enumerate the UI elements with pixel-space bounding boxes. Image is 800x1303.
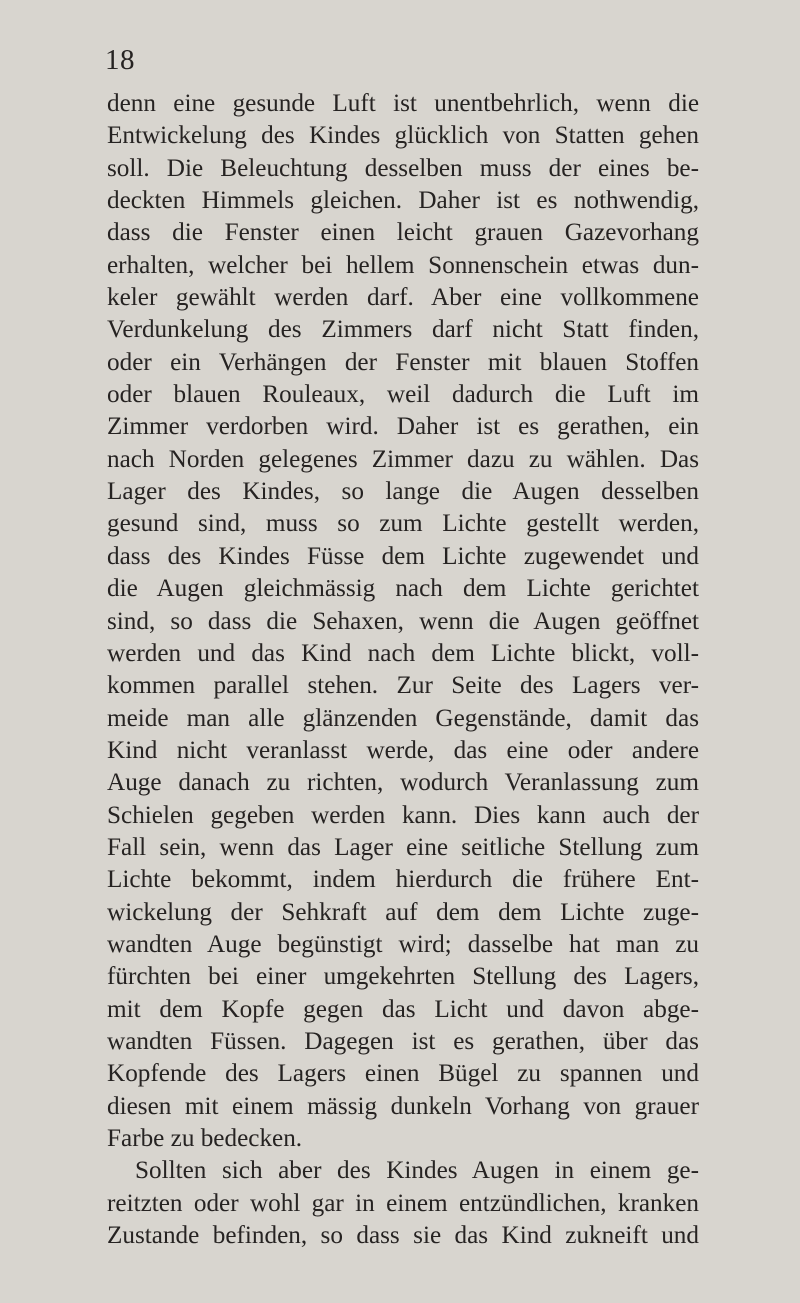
text-line: werden und das Kind nach dem Lichte blickt, voll- bbox=[107, 639, 699, 667]
body-text bbox=[107, 88, 699, 1252]
text-line: Kopfende des Lagers einen Bügel zu spannen und bbox=[107, 1060, 699, 1088]
text-line: Lager des Kindes, so lange die Augen desselben bbox=[107, 478, 699, 506]
text-line: keler gewählt werden darf. Aber eine vollkommene bbox=[107, 284, 699, 312]
text-line: dass die Fenster einen leicht grauen Gazevorhang bbox=[107, 219, 699, 247]
text-line: diesen mit einem mässig dunkeln Vorhang von grauer bbox=[107, 1092, 699, 1120]
text-line: reitzten oder wohl gar in einem entzündlichen, kranken bbox=[107, 1189, 699, 1217]
text-line: fürchten bei einer umgekehrten Stellung des Lagers, bbox=[107, 963, 699, 991]
text-line: oder blauen Rouleaux, weil dadurch die Luft im bbox=[107, 381, 699, 409]
paragraph-first-line: Sollten sich aber des Kindes Augen in einem ge- bbox=[135, 1157, 699, 1185]
text-line: Verdunkelung des Zimmers darf nicht Statt finden, bbox=[107, 316, 699, 344]
text-line: wandten Füssen. Dagegen ist es gerathen, über das bbox=[107, 1027, 699, 1055]
page-number: 18 bbox=[105, 44, 135, 76]
text-line: Zustande befinden, so dass sie das Kind zukneift und bbox=[107, 1222, 699, 1250]
text-line: oder ein Verhängen der Fenster mit blauen Stoffen bbox=[107, 348, 699, 376]
text-line: meide man alle glänzenden Gegenstände, damit das bbox=[107, 704, 699, 732]
text-line: Auge danach zu richten, wodurch Veranlassung zum bbox=[107, 769, 699, 797]
text-line: wickelung der Sehkraft auf dem dem Lichte zuge- bbox=[107, 898, 699, 926]
text-line: dass des Kindes Füsse dem Lichte zugewendet und bbox=[107, 542, 699, 570]
text-line: Fall sein, wenn das Lager eine seitliche Stellung zum bbox=[107, 833, 699, 861]
text-line: kommen parallel stehen. Zur Seite des Lagers ver- bbox=[107, 672, 699, 700]
text-line: wandten Auge begünstigt wird; dasselbe hat man zu bbox=[107, 930, 699, 958]
text-line: Lichte bekommt, indem hierdurch die frühere Ent- bbox=[107, 866, 699, 894]
text-line: deckten Himmels gleichen. Daher ist es nothwendig, bbox=[107, 187, 699, 215]
paragraph-end-line: Farbe zu bedecken. bbox=[107, 1125, 303, 1152]
text-line: soll. Die Beleuchtung desselben muss der eines be- bbox=[107, 154, 699, 182]
text-line: denn eine gesunde Luft ist unentbehrlich, wenn die bbox=[107, 90, 699, 117]
text-line: sind, so dass die Sehaxen, wenn die Augen geöffnet bbox=[107, 607, 699, 635]
text-line: erhalten, welcher bei hellem Sonnenschein etwas dun- bbox=[107, 251, 699, 279]
text-line: mit dem Kopfe gegen das Licht und davon abge- bbox=[107, 995, 699, 1023]
text-line: die Augen gleichmässig nach dem Lichte gerichtet bbox=[107, 575, 699, 603]
text-line: gesund sind, muss so zum Lichte gestellt werden, bbox=[107, 510, 699, 538]
text-line: Entwickelung des Kindes glücklich von Statten gehen bbox=[107, 122, 699, 150]
text-line: Zimmer verdorben wird. Daher ist es gerathen, ein bbox=[107, 413, 699, 441]
text-line: Kind nicht veranlasst werde, das eine oder andere bbox=[107, 736, 699, 764]
text-line: nach Norden gelegenes Zimmer dazu zu wählen. Das bbox=[107, 445, 699, 473]
text-line: Schielen gegeben werden kann. Dies kann auch der bbox=[107, 801, 699, 829]
